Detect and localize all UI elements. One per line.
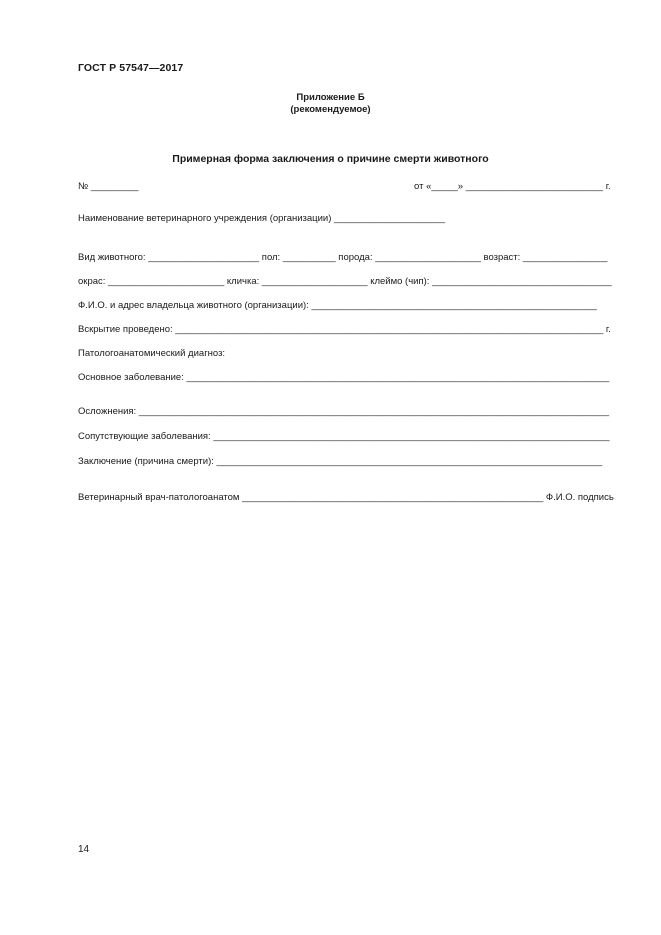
form-title: Примерная форма заключения о причине смерти животного <box>172 153 489 165</box>
page-number: 14 <box>78 844 90 855</box>
main-disease-line: Основное заболевание: ________________________________________________________________________________ <box>78 372 610 383</box>
institution-line: Наименование ветеринарного учреждения (организации) _____________________ <box>78 213 445 224</box>
appendix-note: (рекомендуемое) <box>290 104 371 115</box>
standard-code: ГОСТ Р 57547—2017 <box>78 62 184 74</box>
concomitant-line: Сопутствующие заболевания: ___________________________________________________________________________ <box>78 431 610 442</box>
vet-signature-line: Ветеринарный врач-патологоанатом _________________________________________________________ Ф.И.О. подпись <box>78 492 614 503</box>
appendix-title: Приложение Б <box>296 92 365 103</box>
conclusion-line: Заключение (причина смерти): _________________________________________________________________________ <box>78 456 603 467</box>
animal-line: Вид животного: _____________________ пол: __________ порода: ____________________ возраст: ________________ <box>78 252 608 263</box>
complications-line: Осложнения: _________________________________________________________________________________________ <box>78 406 610 417</box>
number-line: № _________ <box>78 181 139 192</box>
date-line: от «_____» __________________________ г. <box>414 181 611 192</box>
owner-line: Ф.И.О. и адрес владельца животного (организации): ______________________________________________________ <box>78 300 597 311</box>
autopsy-line: Вскрытие проведено: _________________________________________________________________________________ г. <box>78 324 611 335</box>
color-line: окрас: ______________________ кличка: ____________________ клеймо (чип): __________________________________ <box>78 276 612 287</box>
diagnosis-heading: Патологоанатомический диагноз: <box>78 348 226 359</box>
